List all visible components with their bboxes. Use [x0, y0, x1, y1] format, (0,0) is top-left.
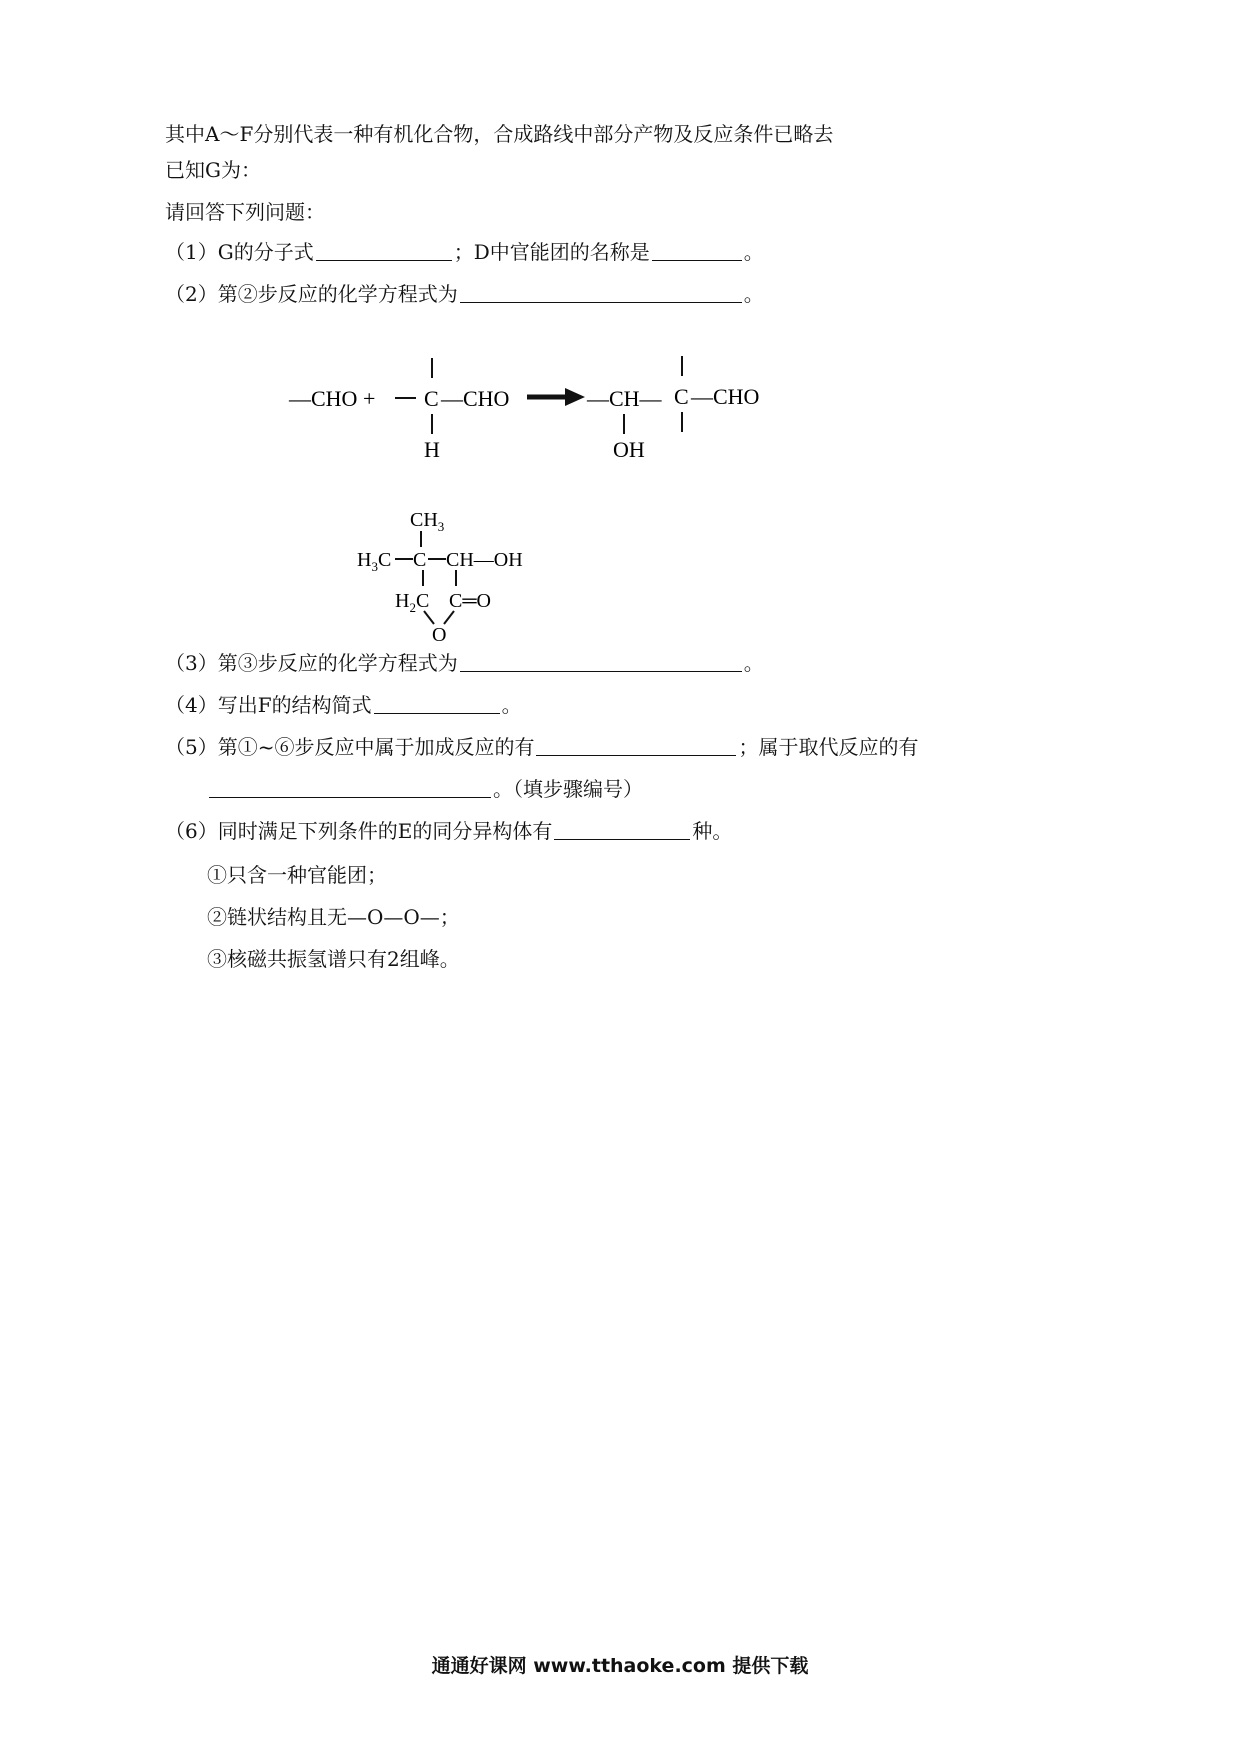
reaction-reactant-carbon: C — [424, 386, 439, 411]
reaction-reactant-hydrogen: H — [424, 437, 440, 462]
q4-text-a: （4）写出F的结构简式 — [165, 693, 372, 717]
q4-blank-structure[interactable] — [374, 693, 500, 714]
question-3 — [165, 650, 764, 676]
q5-blank-addition[interactable] — [536, 735, 736, 756]
reaction-reactant-aldehyde: —CHO + — [289, 386, 376, 411]
g-ring-oxygen: O — [432, 624, 447, 645]
q3-text-a: （3）第③步反应的化学方程式为 — [165, 651, 458, 675]
question-5-cont — [207, 776, 643, 802]
question-2 — [165, 281, 764, 307]
question-6 — [165, 818, 732, 844]
q6-condition-2: ②链状结构且无—O—O—； — [207, 905, 460, 929]
q6-condition-1: ①只含一种官能团； — [207, 863, 387, 887]
q6-text-a: （6）同时满足下列条件的E的同分异构体有 — [165, 819, 553, 843]
reaction-product-carbon: C — [674, 384, 689, 409]
footer-watermark: 通通好课网 www.tthaoke.com 提供下载 — [431, 1655, 809, 1677]
g-ch-oh: CH—OH — [446, 549, 523, 571]
question-4 — [165, 692, 522, 718]
g-ch3-top: $CH_3$ — [410, 509, 445, 534]
q4-text-b: 。 — [501, 693, 522, 717]
q5-blank-substitution[interactable] — [209, 777, 491, 798]
q5-text-b: ；属于取代反应的有 — [738, 735, 919, 759]
g-quaternary-carbon: C — [413, 549, 427, 571]
reaction-product-oh: OH — [613, 437, 645, 462]
g-h3c: $H_3C$ — [357, 549, 392, 574]
intro-line-3: 请回答下列问题： — [165, 200, 325, 224]
question-1 — [165, 239, 764, 265]
q5-text-c: 。（填步骤编号） — [493, 777, 643, 801]
g-carbonyl: C═O — [449, 590, 491, 612]
q6-condition-3: ③核磁共振氢谱只有2组峰。 — [207, 947, 460, 971]
reaction-product-cho: —CHO — [691, 384, 760, 409]
question-5 — [165, 734, 918, 760]
compound-g-structure — [350, 500, 550, 645]
reaction-scheme — [280, 350, 780, 470]
reaction-arrow-head — [565, 388, 585, 406]
g-h2c: $H_2C$ — [395, 590, 430, 615]
q3-text-b: 。 — [743, 651, 764, 675]
intro-line-1: 其中A～F分别代表一种有机化合物，合成路线中部分产物及反应条件已略去 — [165, 122, 834, 146]
q3-blank-equation[interactable] — [460, 651, 742, 672]
q1-text-b: ；D中官能团的名称是 — [453, 240, 650, 264]
q1-text-a: （1）G的分子式 — [165, 240, 314, 264]
q6-text-b: 种。 — [692, 819, 733, 843]
q2-text-b: 。 — [743, 282, 764, 306]
intro-line-2: 已知G为： — [165, 158, 261, 182]
q1-blank-group[interactable] — [652, 240, 742, 261]
reaction-reactant-cho: —CHO — [441, 386, 510, 411]
q1-blank-formula[interactable] — [316, 240, 452, 261]
reaction-product-ch: —CH— — [587, 386, 662, 411]
q5-text-a: （5）第①~⑥步反应中属于加成反应的有 — [165, 735, 535, 759]
q1-text-c: 。 — [743, 240, 764, 264]
q2-text-a: （2）第②步反应的化学方程式为 — [165, 282, 458, 306]
q6-blank-count[interactable] — [554, 819, 690, 840]
q2-blank-equation[interactable] — [460, 282, 742, 303]
